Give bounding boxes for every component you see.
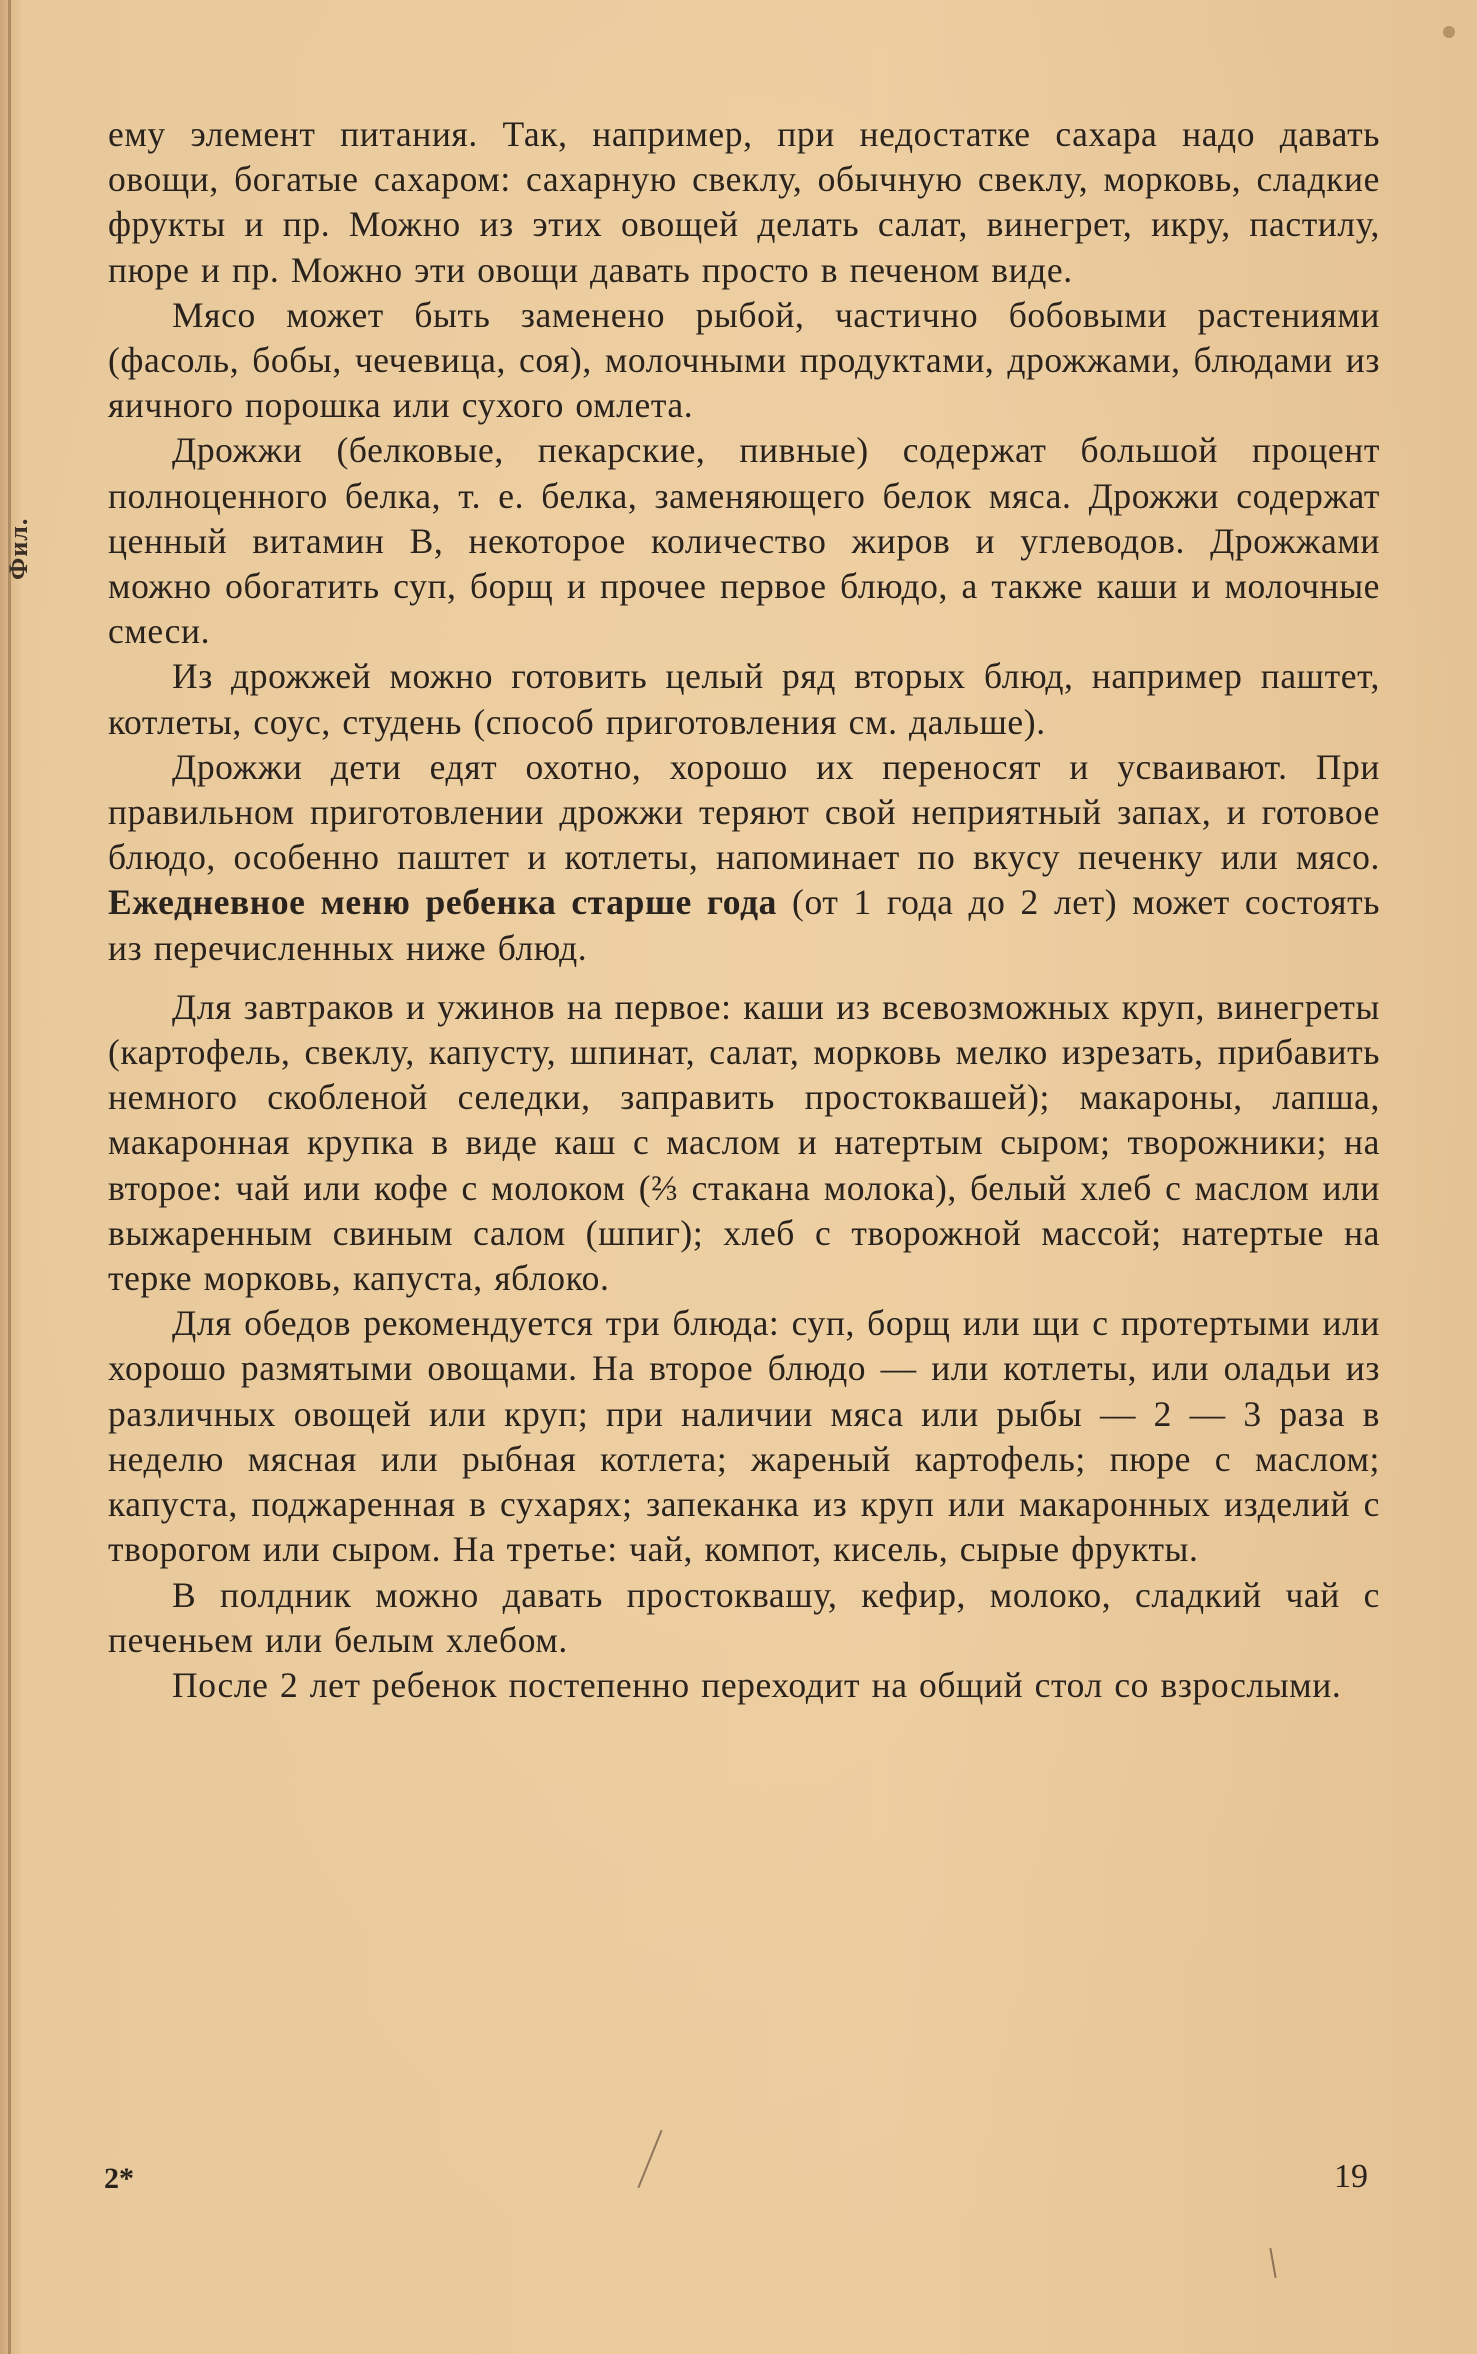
signature-mark: 2* [104, 2162, 134, 2195]
paragraph-4: Из дрожжей можно готовить целый ряд вторых блюд, например паштет, котлеты, соус, студень (способ приготовления см. дальше). [108, 656, 1380, 742]
body-text [108, 112, 1380, 1708]
paragraph-9: После 2 лет ребенок постепенно переходит на общий стол со взрослыми. [172, 1664, 1342, 1705]
corner-dot [1443, 26, 1455, 38]
pencil-mark [637, 2130, 662, 2188]
paragraph-1: ему элемент питания. Так, например, при недостатке сахара надо давать овощи, богатые сахаром: сахарную свеклу, обычную свеклу, морковь, сладкие фрукты и пр. Можно из этих овощей делать салат, винегрет, икру, пастилу, пюре и пр. Можно эти овощи давать просто в печеном виде. [108, 114, 1380, 290]
page-number: 19 [1334, 2158, 1368, 2195]
paragraph-6: Для завтраков и ужинов на первое: каши из всевозможных круп, винегреты (картофель, свеклу, капусту, шпинат, салат, морковь мелко изрезать, прибавить немного скобленой селедки, заправить простоквашей); макароны, лапша, макаронная крупка в виде каш с маслом и натертым сыром; творожники; на второе: чай или кофе с молоком (⅔ стакана молока), белый хлеб с маслом или выжаренным свиным салом (шпиг); хлеб с творожной массой; натертые на терке морковь, капуста, яблоко. [108, 986, 1380, 1299]
paragraph-5-text-end: (от 1 года до 2 лет) может состоять из перечисленных ниже блюд. [108, 882, 1380, 968]
paragraph-5 [108, 745, 1380, 971]
paragraph-3: Дрожжи (белковые, пекарские, пивные) содержат большой процент полноценного белка, т. е. белка, заменяющего белок мяса. Дрожжи содержат ценный витамин В, некоторое количество жиров и углеводов. Дрожжами можно обогатить суп, борщ и прочее первое блюдо, а также каши и молочные смеси. [108, 430, 1380, 652]
paragraph-8: В полдник можно давать простоквашу, кефир, молоко, сладкий чай с печеньем или белым хлебом. [108, 1574, 1380, 1660]
margin-mark: Фил. [4, 517, 33, 580]
pencil-mark [1269, 2248, 1276, 2278]
paragraph-7: Для обедов рекомендуется три блюда: суп, борщ или щи с протертыми или хорошо размятыми овощами. На второе блюдо — или котлеты, или оладьи из различных овощей или круп; при наличии мяса или рыбы — 2 — 3 раза в неделю мясная или рыбная котлета; жареный картофель; пюре с маслом; капуста, поджаренная в сухарях; запеканка из круп или макаронных изделий с творогом или сыром. На третье: чай, компот, кисель, сырые фрукты. [108, 1303, 1380, 1570]
bold-phrase: Ежедневное меню ребенка старше года [108, 882, 777, 923]
paragraph-2: Мясо может быть заменено рыбой, частично бобовыми растениями (фасоль, бобы, чечевица, соя), молочными продуктами, дрожжами, блюдами из яичного порошка или сухого омлета. [108, 294, 1380, 426]
binding-edge [8, 0, 11, 2354]
paragraph-5-text: Дрожжи дети едят охотно, хорошо их переносят и усваивают. При правильном приготовлении дрожжи теряют свой неприятный запах, и готовое блюдо, особенно паштет и котлеты, напоминает по вкусу печенку или мясо. [108, 746, 1380, 878]
